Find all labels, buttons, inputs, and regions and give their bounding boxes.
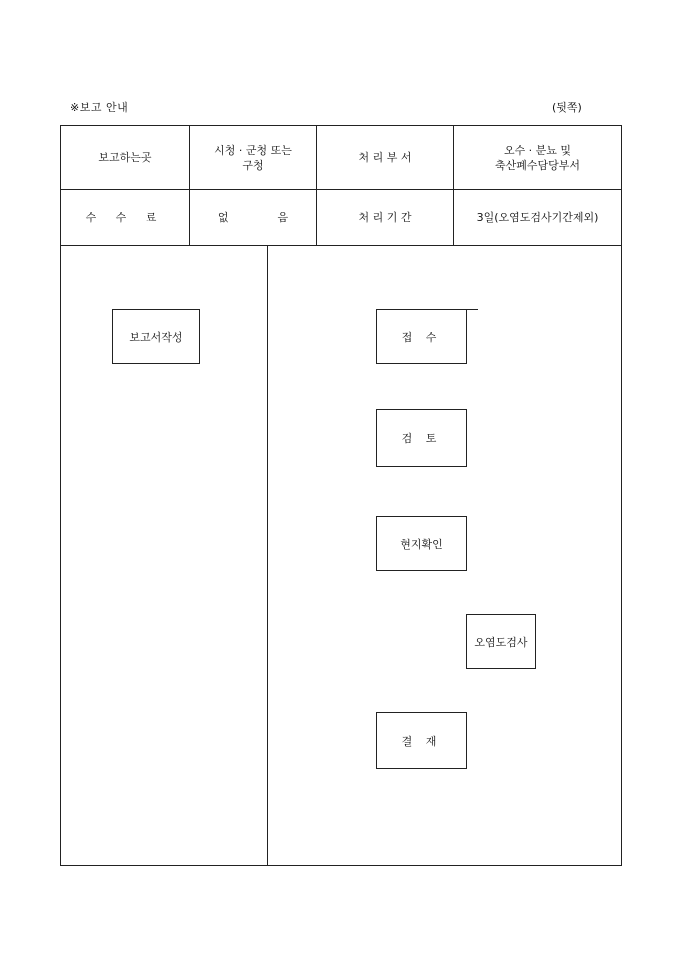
processing-dept-value-line2: 축산폐수담당부서 [494, 158, 580, 172]
pollution-test-box: 오염도검사 [466, 614, 536, 669]
processing-dept-label: 처 리 부 서 [317, 126, 454, 190]
table-row [61, 190, 622, 246]
report-guide-note: ※보고 안내 [70, 101, 129, 114]
receive-box-tick [465, 309, 478, 310]
flow-divider [267, 246, 268, 865]
processing-dept-value [454, 126, 622, 190]
fee-value [190, 190, 317, 246]
report-place-value-line2: 구청 [242, 158, 264, 172]
table-row [61, 126, 622, 190]
receive-box: 접 수 [376, 309, 467, 364]
report-info-table [60, 125, 622, 246]
processing-period-label: 처 리 기 간 [317, 190, 454, 246]
processing-dept-value-line1: 오수 · 분뇨 및 [503, 143, 572, 157]
report-place-label: 보고하는곳 [61, 126, 190, 190]
fee-label: 수 수 료 [61, 190, 190, 246]
process-flow-area [60, 246, 622, 866]
page-side-label: (뒷쪽) [552, 101, 582, 114]
review-box: 검 토 [376, 409, 467, 467]
fee-value-b: 음 [277, 211, 289, 224]
report-place-value-line1: 시청 · 군청 또는 [214, 143, 292, 157]
report-place-value [190, 126, 317, 190]
fee-value-a: 없 [217, 211, 229, 224]
approval-box: 결 재 [376, 712, 467, 769]
processing-period-value: 3일(오염도검사기간제외) [454, 190, 622, 246]
write-report-box: 보고서작성 [112, 309, 200, 364]
site-check-box: 현지확인 [376, 516, 467, 571]
